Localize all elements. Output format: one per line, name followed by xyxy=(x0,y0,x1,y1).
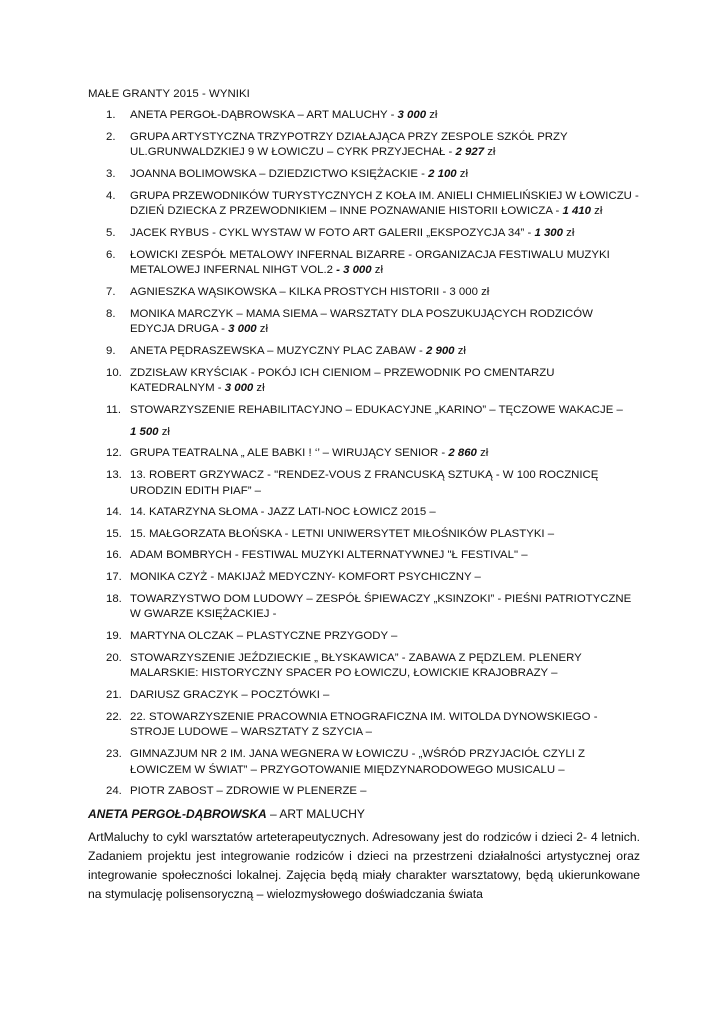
result-number: 4. xyxy=(106,189,116,202)
result-item xyxy=(88,710,640,742)
result-currency: zł xyxy=(459,167,469,180)
result-currency: zł xyxy=(566,226,575,239)
result-text: ANETA PERGOŁ-DĄBROWSKA – ART MALUCHY - xyxy=(130,109,398,121)
section-title-name: ANETA PERGOŁ-DĄBROWSKA xyxy=(88,807,267,822)
result-text: JOANNA BOLIMOWSKA – DZIEDZICTWO KSIĘŻACKIE - xyxy=(130,167,429,180)
result-text: GRUPA ARTYSTYCZNA TRZYPOTRZY DZIAŁAJĄCA PRZY ZESPOLE SZKÓŁ PRZY UL.GRUNWALDZKIEJ 9 W ŁOWICZU – CYRK PRZYJECHAŁ - xyxy=(130,130,568,159)
result-number: 2. xyxy=(106,130,116,143)
result-text: MARTYNA OLCZAK – PLASTYCZNE PRZYGODY – xyxy=(130,630,398,643)
result-item xyxy=(88,403,640,441)
result-amount: - 3 000 xyxy=(336,264,372,277)
result-amount: 2 927 xyxy=(455,146,485,159)
result-item xyxy=(88,629,640,645)
result-number: 7. xyxy=(106,285,116,298)
result-number: 21. xyxy=(106,689,122,702)
result-number: 16. xyxy=(106,549,122,562)
result-currency: zł xyxy=(161,425,170,438)
result-text: GRUPA TEATRALNA „ ALE BABKI ! ‘’ – WIRUJĄCY SENIOR - xyxy=(130,447,449,460)
result-text: ADAM BOMBRYCH - FESTIWAL MUZYKI ALTERNATYWNEJ "Ł FESTIVAL" – xyxy=(130,549,528,562)
section-title-rest: – ART MALUCHY xyxy=(266,807,365,822)
result-text: 22. STOWARZYSZENIE PRACOWNIA ETNOGRAFICZNA IM. WITOLDA DYNOWSKIEGO - STROJE LUDOWE – WARSZTATY Z SZYCIA – xyxy=(130,710,598,739)
result-item xyxy=(88,130,640,162)
result-number: 18. xyxy=(106,592,122,605)
result-number: 22. xyxy=(106,710,122,723)
result-text: ZDZISŁAW KRYŚCIAK - POKÓJ ICH CIENIOM – PRZEWODNIK PO CMENTARZU KATEDRALNYM - xyxy=(130,366,555,395)
result-amount: 2 100 xyxy=(428,167,457,180)
result-item xyxy=(88,307,640,339)
section-title xyxy=(88,806,640,822)
result-currency: zł xyxy=(256,382,265,395)
result-number: 19. xyxy=(106,630,122,643)
result-item xyxy=(88,248,640,280)
result-item xyxy=(88,468,640,500)
result-text: AGNIESZKA WĄSIKOWSKA – KILKA PROSTYCH HISTORII - 3 000 zł xyxy=(130,285,490,298)
result-item xyxy=(88,651,640,683)
result-item xyxy=(88,366,640,398)
result-item xyxy=(88,285,640,301)
result-item xyxy=(88,747,640,779)
result-number: 14. xyxy=(106,506,122,519)
result-currency: zł xyxy=(457,344,466,357)
result-text: DARIUSZ GRACZYK – POCZTÓWKI – xyxy=(130,689,330,702)
result-currency: zł xyxy=(374,264,383,277)
result-number: 20. xyxy=(106,651,122,664)
result-item xyxy=(88,446,640,462)
result-item xyxy=(88,189,640,221)
result-number: 23. xyxy=(106,748,122,761)
section-paragraph: ArtMaluchy to cykl warsztatów arteterapeutycznych. Adresowany jest do rodziców i dzieci 2- 4 letnich. Zadaniem projektu jest integrowanie rodziców i dzieci na przestrzeni działalności artystycznej oraz integrowanie społeczności lokalnej. Zajęcia będą miały charakter warsztatowy, będą ukierunkowane na stymulację polisensoryczną – wielozmysłowego doświadczania świata xyxy=(88,830,640,902)
result-text: 15. MAŁGORZATA BŁOŃSKA - LETNI UNIWERSYTET MIŁOŚNIKÓW PLASTYKI – xyxy=(130,527,555,540)
result-amount: 1 410 xyxy=(562,205,591,218)
result-currency: zł xyxy=(259,323,269,336)
result-text: ANETA PĘDRASZEWSKA – MUZYCZNY PLAC ZABAW - xyxy=(130,344,426,357)
result-amount: 3 000 xyxy=(397,109,427,121)
result-amount: 2 860 xyxy=(448,447,477,460)
result-number: 11. xyxy=(106,403,121,416)
result-item xyxy=(88,784,640,800)
result-item xyxy=(88,226,640,242)
result-text: STOWARZYSZENIE REHABILITACYJNO – EDUKACYJNE „KARINO” – TĘCZOWE WAKACJE – xyxy=(130,403,623,416)
result-item xyxy=(88,108,640,124)
result-text: ŁOWICKI ZESPÓŁ METALOWY INFERNAL BIZARRE - ORGANIZACJA FESTIWALU MUZYKI METALOWEJ INFERNAL NIHGT VOL.2 xyxy=(130,248,610,277)
result-number: 12. xyxy=(106,447,122,460)
result-number: 10. xyxy=(106,366,122,379)
result-item xyxy=(88,344,640,360)
result-amount: 3 000 xyxy=(224,382,254,395)
result-text: STOWARZYSZENIE JEŹDZIECKIE „ BŁYSKAWICA” - ZABAWA Z PĘDZLEM. PLENERY MALARSKIE: HISTORYCZNY SPACER PO ŁOWICZU, ŁOWICKIE KRAJOBRAZY – xyxy=(130,651,582,680)
result-number: 24. xyxy=(106,785,122,798)
result-text: PIOTR ZABOST – ZDROWIE W PLENERZE – xyxy=(130,785,367,798)
result-item xyxy=(88,570,640,586)
result-number: 8. xyxy=(106,307,116,320)
document-heading: MAŁE GRANTY 2015 - WYNIKI xyxy=(88,88,250,100)
result-item xyxy=(88,548,640,564)
result-text: 13. ROBERT GRZYWACZ - "RENDEZ-VOUS Z FRANCUSKĄ SZTUKĄ - W 100 ROCZNICĘ URODZIN EDITH PIAF” – xyxy=(130,468,599,497)
result-text: MONIKA CZYŻ - MAKIJAŻ MEDYCZNY- KOMFORT PSYCHICZNY – xyxy=(130,571,481,584)
result-item xyxy=(88,688,640,704)
result-number: 17. xyxy=(106,571,122,584)
result-text: MONIKA MARCZYK – MAMA SIEMA – WARSZTATY DLA POSZUKUJĄCYCH RODZICÓW EDYCJA DRUGA - xyxy=(130,307,593,336)
result-item xyxy=(88,167,640,183)
result-amount: 2 900 xyxy=(426,344,455,357)
result-number: 15. xyxy=(106,527,122,540)
result-number: 13. xyxy=(106,468,122,481)
result-number: 1. xyxy=(106,109,116,121)
result-text: 14. KATARZYNA SŁOMA - JAZZ LATI-NOC ŁOWICZ 2015 – xyxy=(130,506,436,519)
result-text: JACEK RYBUS - CYKL WYSTAW W FOTO ART GALERII „EKSPOZYCJA 34” - xyxy=(130,226,535,239)
result-number: 9. xyxy=(106,344,116,357)
result-text: GIMNAZJUM NR 2 IM. JANA WEGNERA W ŁOWICZU - „WŚRÓD PRZYJACIÓŁ CZYLI Z ŁOWICZEM W ŚWIAT” – PRZYGOTOWANIE MIĘDZYNARODOWEGO MUSICALU – xyxy=(130,748,586,776)
grant-results-list xyxy=(88,108,640,800)
result-item xyxy=(88,592,640,624)
result-item xyxy=(88,527,640,543)
result-number: 3. xyxy=(106,167,116,180)
result-text: TOWARZYSTWO DOM LUDOWY – ZESPÓŁ ŚPIEWACZY „KSINZOKI” - PIEŚNI PATRIOTYCZNE W GWARZE KSIĘŻACKIEJ - xyxy=(130,592,632,621)
result-currency: zł xyxy=(594,205,603,218)
result-currency: zł xyxy=(480,447,489,460)
result-number: 6. xyxy=(106,248,116,261)
result-currency: zł xyxy=(487,146,496,159)
result-amount: 3 000 xyxy=(228,323,257,336)
result-text: GRUPA PRZEWODNIKÓW TURYSTYCZNYCH Z KOŁA IM. ANIELI CHMIELIŃSKIEJ W ŁOWICZU - DZIEŃ DZIECKA Z PRZEWODNIKIEM – INNE POZNAWANIE HISTORII ŁOWICZA - xyxy=(130,189,639,218)
result-item xyxy=(88,505,640,521)
result-amount: 1 300 xyxy=(534,226,563,239)
result-amount: 1 500 xyxy=(130,425,159,438)
result-currency: zł xyxy=(429,109,438,121)
result-number: 5. xyxy=(106,226,116,239)
